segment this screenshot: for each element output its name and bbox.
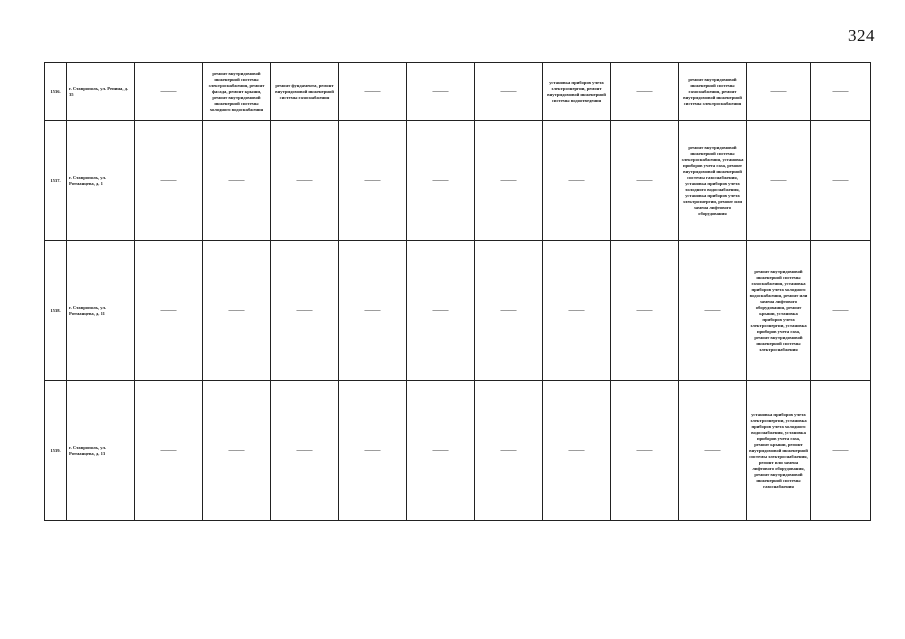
empty-dash-cell	[271, 381, 339, 521]
work-description-cell: ремонт внутридомовой инженерной системы газоснабжения, установка приборов учета холодного водоснабжения, ремонт или замена лифтового оборудования, ремонт крыши, установка приборов учета электроэнергии, установка приборов учета газа, ремонт внутридомовой инженерной системы электроснабжения	[747, 241, 811, 381]
empty-dash-cell	[611, 63, 679, 121]
empty-dash-cell	[407, 63, 475, 121]
empty-dash-cell	[679, 241, 747, 381]
empty-dash-cell	[271, 241, 339, 381]
dash-mark: ——	[568, 305, 585, 314]
row-number-cell: 1538.	[45, 241, 67, 381]
empty-dash-cell	[747, 121, 811, 241]
dash-mark: ——	[636, 175, 653, 184]
empty-dash-cell	[543, 241, 611, 381]
dash-mark: ——	[568, 175, 585, 184]
empty-dash-cell	[811, 241, 871, 381]
dash-mark: ——	[364, 445, 381, 454]
dash-mark: ——	[500, 86, 517, 95]
dash-mark: ——	[160, 86, 177, 95]
dash-mark: ——	[636, 86, 653, 95]
address-cell: г. Ставрополь, ул. Ротманцева, д. 1	[67, 121, 135, 241]
dash-mark: ——	[770, 86, 787, 95]
dash-mark: ——	[500, 175, 517, 184]
dash-mark: ——	[296, 175, 313, 184]
work-description-cell: ремонт фундамента, ремонт внутридомовой инженерной системы газоснабжения	[271, 63, 339, 121]
address-cell: г. Ставрополь, ул. Ротманцева, д. 11	[67, 241, 135, 381]
dash-mark: ——	[432, 305, 449, 314]
dash-mark: ——	[636, 305, 653, 314]
address-cell: г. Ставрополь, ул. Репина, д. 35	[67, 63, 135, 121]
dash-mark: ——	[160, 305, 177, 314]
dash-mark: ——	[500, 445, 517, 454]
work-description-cell: установка приборов учета электроэнергии, ремонт внутридомовой инженерной системы водоотведения	[543, 63, 611, 121]
empty-dash-cell	[611, 381, 679, 521]
dash-mark: ——	[228, 175, 245, 184]
work-description-cell: установка приборов учета электроэнергии, установка приборов учета холодного водоснабжения, установка приборов учета газа, ремонт крыши, ремонт внутридомовой инженерной системы электроснабжения, ремонт или замена лифтового оборудования, ремонт внутридомовой инженерной системы газоснабжения	[747, 381, 811, 521]
dash-mark: ——	[296, 445, 313, 454]
dash-mark: ——	[364, 305, 381, 314]
page-number: 324	[848, 26, 875, 45]
empty-dash-cell	[339, 63, 407, 121]
dash-mark: ——	[704, 305, 721, 314]
dash-mark: ——	[228, 305, 245, 314]
dash-mark: ——	[364, 86, 381, 95]
empty-dash-cell	[407, 121, 475, 241]
empty-dash-cell	[135, 241, 203, 381]
empty-dash-cell	[339, 121, 407, 241]
empty-dash-cell	[407, 381, 475, 521]
empty-dash-cell	[543, 381, 611, 521]
dash-mark: ——	[500, 305, 517, 314]
empty-dash-cell	[203, 241, 271, 381]
work-description-cell: ремонт внутридомовой инженерной системы газоснабжения, ремонт внутридомовой инженерной системы электроснабжения	[679, 63, 747, 121]
address-cell: г. Ставрополь, ул. Ротманцева, д. 13	[67, 381, 135, 521]
dash-mark: ——	[832, 305, 849, 314]
empty-dash-cell	[811, 63, 871, 121]
dash-mark: ——	[160, 175, 177, 184]
empty-dash-cell	[475, 241, 543, 381]
table-row	[45, 381, 871, 521]
dash-mark: ——	[704, 445, 721, 454]
empty-dash-cell	[271, 121, 339, 241]
dash-mark: ——	[296, 305, 313, 314]
table-row	[45, 121, 871, 241]
dash-mark: ——	[636, 445, 653, 454]
row-number-cell: 1537.	[45, 121, 67, 241]
work-description-cell: ремонт внутридомовой инженерной системы электроснабжения, ремонт фасада, ремонт крыши, ремонт внутридомовой инженерной системы холодного водоснабжения	[203, 63, 271, 121]
empty-dash-cell	[407, 241, 475, 381]
row-number-cell: 1536.	[45, 63, 67, 121]
empty-dash-cell	[135, 381, 203, 521]
empty-dash-cell	[203, 381, 271, 521]
dash-mark: ——	[832, 445, 849, 454]
dash-mark: ——	[832, 86, 849, 95]
table-row	[45, 241, 871, 381]
dash-mark: ——	[568, 445, 585, 454]
empty-dash-cell	[203, 121, 271, 241]
dash-mark: ——	[228, 445, 245, 454]
empty-dash-cell	[747, 63, 811, 121]
empty-dash-cell	[611, 241, 679, 381]
empty-dash-cell	[475, 121, 543, 241]
empty-dash-cell	[611, 121, 679, 241]
empty-dash-cell	[811, 381, 871, 521]
empty-dash-cell	[811, 121, 871, 241]
dash-mark: ——	[770, 175, 787, 184]
dash-mark: ——	[160, 445, 177, 454]
dash-mark: ——	[432, 175, 449, 184]
table-row	[45, 63, 871, 121]
empty-dash-cell	[475, 381, 543, 521]
work-description-cell: ремонт внутридомовой инженерной системы электроснабжения, установка приборов учета газа, ремонт внутридомовой инженерной системы газоснабжения, установка приборов учета холодного водоснабжения, установка приборов учета электроэнергии, ремонт или замена лифтового оборудования	[679, 121, 747, 241]
row-number-cell: 1539.	[45, 381, 67, 521]
empty-dash-cell	[135, 63, 203, 121]
dash-mark: ——	[432, 445, 449, 454]
dash-mark: ——	[364, 175, 381, 184]
empty-dash-cell	[339, 381, 407, 521]
empty-dash-cell	[679, 381, 747, 521]
empty-dash-cell	[543, 121, 611, 241]
dash-mark: ——	[832, 175, 849, 184]
empty-dash-cell	[339, 241, 407, 381]
dash-mark: ——	[432, 86, 449, 95]
empty-dash-cell	[475, 63, 543, 121]
empty-dash-cell	[135, 121, 203, 241]
repair-schedule-table	[44, 62, 871, 521]
